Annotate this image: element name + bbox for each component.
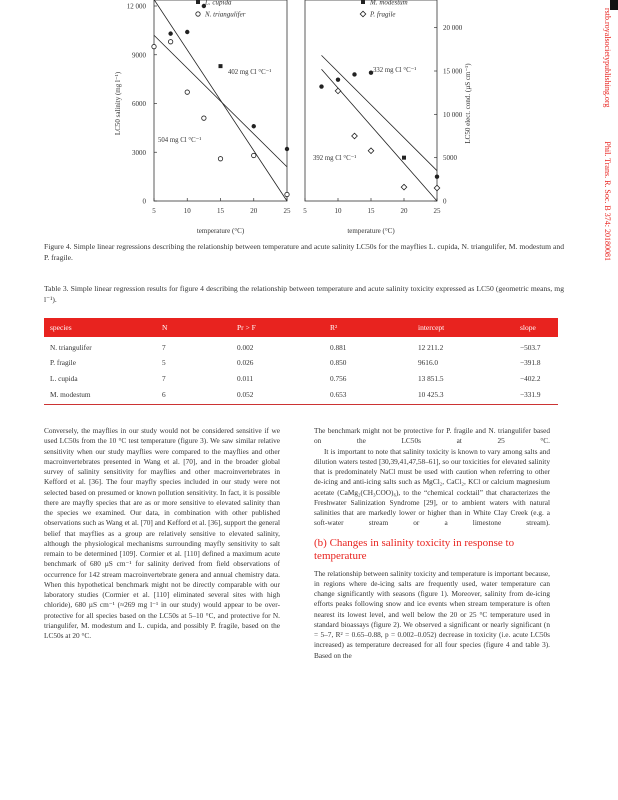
data-point <box>336 77 340 81</box>
cell-intercept: 9616.0 <box>418 358 439 367</box>
cell-intercept: 10 425.3 <box>418 390 444 399</box>
table-row <box>44 373 558 385</box>
cell-n: 7 <box>162 374 166 383</box>
y-tick-label: 0 <box>142 197 146 206</box>
th-intercept: intercept <box>418 323 445 332</box>
journal-sidebar <box>598 8 612 261</box>
y-tick-label: 9000 <box>132 51 146 60</box>
cell-prf: 0.002 <box>237 343 254 352</box>
cell-slope: −402.2 <box>520 374 541 383</box>
y-tick-label: 15 000 <box>443 67 463 76</box>
legend-label: N. triangulifer <box>205 10 246 19</box>
figure-caption: Figure 4. Simple linear regressions describing the relationship between temperature and acute salinity LC50s for the mayflies L. cupida, N. triangulifer, M. modestum and P. fragile. <box>44 242 564 262</box>
data-point <box>202 116 206 120</box>
plot-frame <box>305 0 437 201</box>
cell-slope: −503.7 <box>520 343 541 352</box>
data-point <box>352 133 358 139</box>
data-point <box>401 184 407 190</box>
cell-species: N. triangulifer <box>50 343 92 352</box>
y-tick-label: 5000 <box>443 154 457 163</box>
cell-prf: 0.026 <box>237 358 254 367</box>
paragraph: Conversely, the mayflies in our study would not be considered sensitive if we used LC50s from the 10 °C test temperature (figure 3). We saw similar relative sensitivity when our study mayflies were compared to the mayflies and other macroinvertebrates presented in Wang et al. [70], and in the broader global survey of salinity sensitivity for mayflies and other macroinvertebrates in Kefford et al. [36]. The four mayfly species included in our study were not selected based on presumed or known pollution sensitivity. In fact, it is possible there are mayfly species that are as or more sensitive to elevated salinity than the species we examined. Our data, in combination with other published observations such as Wang et al. [70] and Kefford et al. [36], support the general belief that mayflies as a group are relatively sensitive to elevated salinity, although the physiological mechanisms surrounding mayfly sensitivity to salt remain to be determined [109]. Cormier et al. [110] defined a maximum acute benchmark of 680 µS cm⁻¹ for salinity derived from field observations of occurrence for 142 stream macroinvertebrate genera and annual chemistry data. When this hypothetical benchmark might not be directly comparable with our laboratory studies (Cormier et al. [110] eliminated several sites with high chloride), 680 µS cm⁻¹ (≈269 mg l⁻¹ in our study) would appear to be over-protective for all species based on the LC50s at 5–10 °C, and protective for N. triangulifer, M. modestum and L. cupida, and possibly P. fragile, based on the LC50s at 20 °C. <box>44 426 280 640</box>
cell-species: P. fragile <box>50 358 76 367</box>
data-point <box>252 124 256 128</box>
data-point <box>285 192 289 196</box>
body-column-left <box>44 426 280 641</box>
paragraph: It is important to note that salinity toxicity is known to vary among salts and dilution waters tested [30,39,41,47,58–61], so our toxicities for elevated salinity that is predominately NaCl must be used with caution when referring to other de-icing and anti-icing salts such as MgCl₂, CaCl₂, KCl or calcium magnesium acetate (CaMg₂(CH₃COO)₆), to the “chemical cocktail” that characterizes the Freshwater Salinization Syndrome [29], or to ambient waters with natural salinities that are markedly lower or higher than in White Clay Creek (e.g. a soft-water stream or a limestone stream). <box>314 446 550 528</box>
data-point <box>185 30 189 34</box>
data-point <box>152 44 156 48</box>
x-tick-label: 25 <box>283 207 291 215</box>
regression-line <box>154 35 287 167</box>
legend-label: M. modestum <box>370 0 408 7</box>
legend-label: L. cupida <box>205 0 232 7</box>
table-bottom-rule <box>44 404 558 405</box>
y-tick-label: 12 000 <box>126 2 146 11</box>
legend-marker <box>196 12 200 16</box>
table-row <box>44 389 558 401</box>
data-point <box>219 64 223 68</box>
th-n: N <box>162 323 168 332</box>
cell-r2: 0.653 <box>330 390 347 399</box>
legend-marker <box>196 0 200 4</box>
data-point <box>434 185 440 191</box>
legend-label: P. fragile <box>370 10 396 19</box>
x-tick-label: 5 <box>152 207 156 215</box>
body-column-right <box>314 426 550 661</box>
x-tick-label: 10 <box>183 207 191 215</box>
data-point <box>402 156 406 160</box>
y-axis-label: LC50 elect. cond. (µS cm⁻¹) <box>464 63 472 144</box>
x-tick-label: 15 <box>367 207 375 215</box>
legend-marker <box>361 0 365 4</box>
y-axis-label: LC50 salinity (mg l⁻¹) <box>114 71 122 136</box>
cell-r2: 0.850 <box>330 358 347 367</box>
legend-marker <box>360 11 366 17</box>
x-axis-label: temperature (°C) <box>347 227 395 235</box>
x-tick-label: 25 <box>433 207 441 215</box>
x-tick-label: 15 <box>217 207 224 215</box>
cell-species: M. modestum <box>50 390 91 399</box>
slope-annotation: 504 mg Cl °C⁻¹ <box>158 137 202 144</box>
th-species: species <box>50 323 72 332</box>
table-caption: Table 3. Simple linear regression results for figure 4 describing the relationship between temperature and acute salinity toxicity expressed as LC50 (geometric means, mg l⁻¹). <box>44 284 564 304</box>
chart-left-panel <box>114 0 291 235</box>
cell-n: 5 <box>162 358 166 367</box>
y-tick-label: 10 000 <box>443 110 463 119</box>
slope-annotation: 332 mg Cl °C⁻¹ <box>373 67 417 74</box>
data-point <box>435 175 439 179</box>
cell-intercept: 12 211.2 <box>418 343 444 352</box>
table-row <box>44 357 558 369</box>
journal-site-link[interactable]: rstb.royalsocietypublishing.org <box>603 8 612 108</box>
x-tick-label: 5 <box>303 207 307 215</box>
paragraph: The relationship between salinity toxicity and temperature is important because, in regions where de-icing salts are frequently used, water temperature can change significantly with seasons (figure 1). Moreover, salinity from de-icing efforts peaks following snow and ice events when stream temperature is often nearest its lowest level, and well below the 20 or 25 °C temperature used in standard bioassays (figure 2). We observed a significant or nearly significant (n = 5–7, R² = 0.65–0.88, p = 0.002–0.052) decrease in toxicity (i.e. acute LC50s increased) as temperature decreased for all four species (figure 4 and table 3). Based on the <box>314 568 550 660</box>
y-tick-label: 20 000 <box>443 24 463 33</box>
regression-line <box>154 0 287 201</box>
data-point <box>368 148 374 154</box>
chart-right-panel <box>303 0 472 235</box>
x-tick-label: 20 <box>400 207 408 215</box>
x-tick-label: 10 <box>334 207 342 215</box>
data-point <box>335 88 341 94</box>
data-point <box>185 90 189 94</box>
th-slope: slope <box>520 323 536 332</box>
cell-intercept: 13 851.5 <box>418 374 444 383</box>
y-tick-label: 3000 <box>132 148 146 157</box>
slope-annotation: 392 mg Cl °C⁻¹ <box>313 155 357 162</box>
cell-prf: 0.011 <box>237 374 254 383</box>
data-point <box>252 153 256 157</box>
y-tick-label: 0 <box>443 197 447 206</box>
data-point <box>218 157 222 161</box>
th-r2: R² <box>330 323 338 332</box>
cell-slope: −331.9 <box>520 390 541 399</box>
x-tick-label: 20 <box>250 207 258 215</box>
y-tick-label: 6000 <box>132 100 146 108</box>
section-heading: (b) Changes in salinity toxicity in response to temperature <box>314 536 515 562</box>
cell-slope: −391.8 <box>520 358 541 367</box>
th-prf: Pr > F <box>237 323 256 332</box>
cell-n: 7 <box>162 343 166 352</box>
table-row <box>44 342 558 354</box>
data-point <box>168 40 172 44</box>
paragraph: The benchmark might not be protective for P. fragile and N. triangulifer based on the LC50s at 25 °C. <box>314 426 550 446</box>
cell-prf: 0.052 <box>237 390 254 399</box>
table-header <box>44 318 558 337</box>
data-point <box>168 31 172 35</box>
cell-r2: 0.756 <box>330 374 347 383</box>
data-point <box>352 72 356 76</box>
slope-annotation: 402 mg Cl °C⁻¹ <box>228 69 272 76</box>
journal-citation: Phil. Trans. R. Soc. B 374: 20180081 <box>603 141 612 261</box>
data-point <box>319 84 323 88</box>
data-point <box>285 147 289 151</box>
figure-4-charts <box>0 0 618 240</box>
cell-r2: 0.881 <box>330 343 347 352</box>
cell-species: L. cupida <box>50 374 78 383</box>
cell-n: 6 <box>162 390 166 399</box>
x-axis-label: temperature (°C) <box>196 227 245 235</box>
